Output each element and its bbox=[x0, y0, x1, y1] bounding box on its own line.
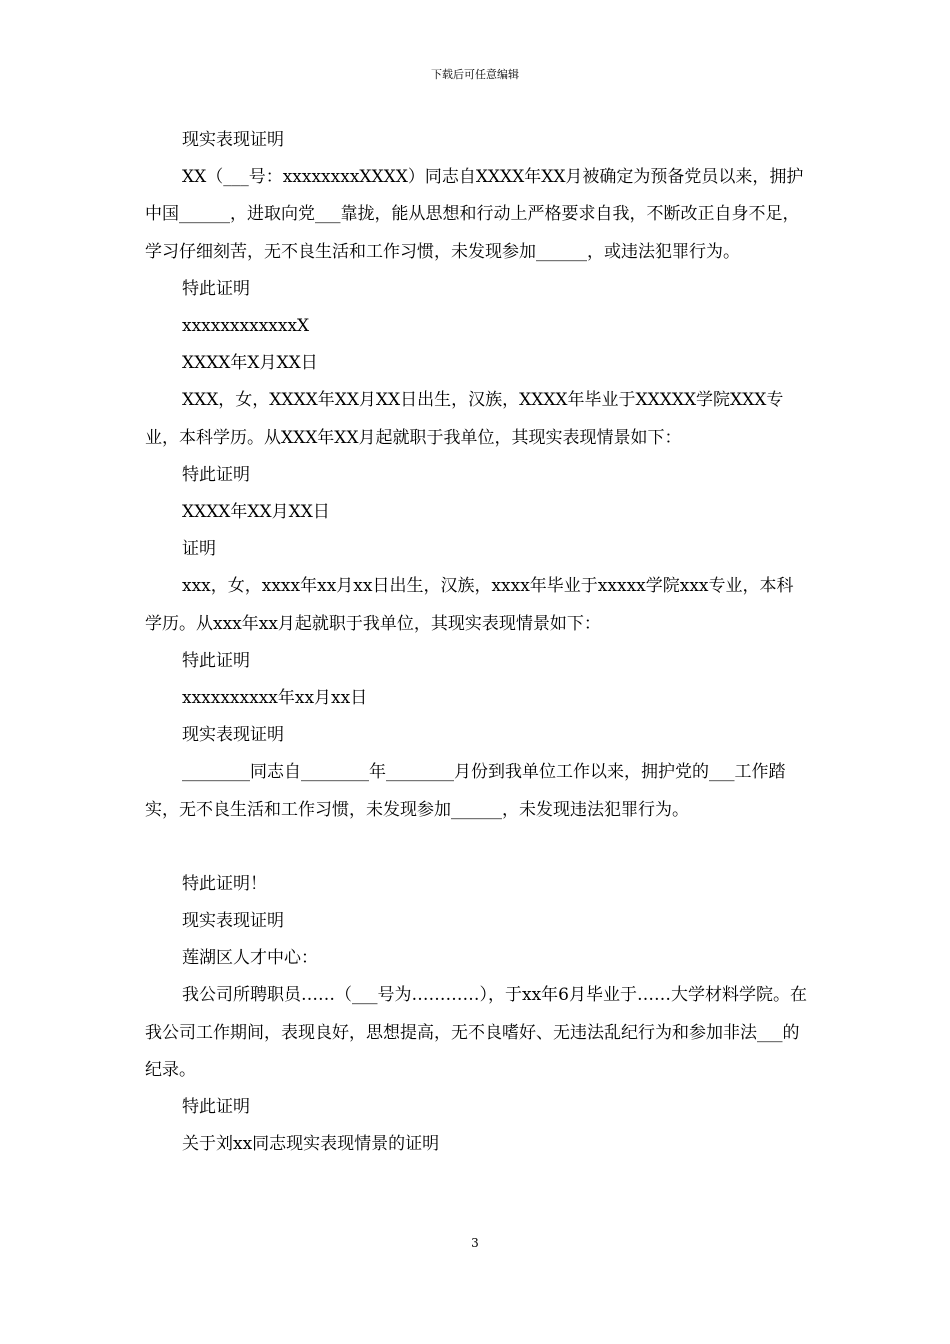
paragraph-heading: 现实表现证明 bbox=[182, 130, 284, 150]
paragraph: 我公司所聘职员……（___号为…………），于xx年6月毕业于……大学材料学院。在我公司工作期间，表现良好，思想提高，无不良嗜好、无违法乱纪行为和参加非法___的纪录。 bbox=[145, 985, 807, 1080]
paragraph-heading: 证明 bbox=[182, 539, 216, 560]
paragraph: 特此证明 bbox=[182, 278, 250, 299]
page-header: 下载后可任意编辑 bbox=[431, 68, 519, 81]
paragraph: XX（___号：xxxxxxxxXXXX）同志自XXXX年XX月被确定为预备党员以来，拥护中国______，进取向党___靠拢，能从思想和行动上严格要求自我，不断改正自身不足，学习仔细刻苦，无不良生活和工作习惯，未发现参加______，或违法犯罪行为。 bbox=[145, 167, 804, 262]
paragraph-heading: 现实表现证明 bbox=[182, 725, 284, 746]
paragraph: xxx，女，xxxx年xx月xx日出生，汉族，xxxx年毕业于xxxxx学院xxx专业，本科学历。从xxx年xx月起就职于我单位，其现实表现情景如下： bbox=[145, 576, 794, 634]
paragraph: ________同志自________年________月份到我单位工作以来，拥护党的___工作踏实，无不良生活和工作习惯，未发现参加______，未发现违法犯罪行为。 bbox=[145, 762, 786, 820]
paragraph: 特此证明 bbox=[182, 464, 250, 485]
paragraph: xxxxxxxxxxxxX bbox=[182, 316, 310, 337]
paragraph-heading: 现实表现证明 bbox=[182, 911, 284, 932]
paragraph: 特此证明 bbox=[182, 1097, 250, 1118]
paragraph-date: XXXX年X月XX日 bbox=[182, 353, 318, 374]
page-number: 3 bbox=[471, 1236, 479, 1250]
document-body bbox=[145, 122, 810, 1163]
paragraph-recipient: 莲湖区人才中心： bbox=[182, 948, 318, 969]
paragraph-date: xxxxxxxxxx年xx月xx日 bbox=[182, 688, 368, 709]
paragraph-date: XXXX年XX月XX日 bbox=[182, 502, 330, 523]
paragraph-heading: 关于刘xx同志现实表现情景的证明 bbox=[182, 1134, 440, 1155]
paragraph: 特此证明！ bbox=[182, 873, 267, 894]
paragraph: 特此证明 bbox=[182, 650, 250, 671]
paragraph: XXX，女，XXXX年XX月XX日出生，汉族，XXXX年毕业于XXXXX学院XXX专业，本科学历。从XXX年XX月起就职于我单位，其现实表现情景如下： bbox=[145, 390, 784, 448]
